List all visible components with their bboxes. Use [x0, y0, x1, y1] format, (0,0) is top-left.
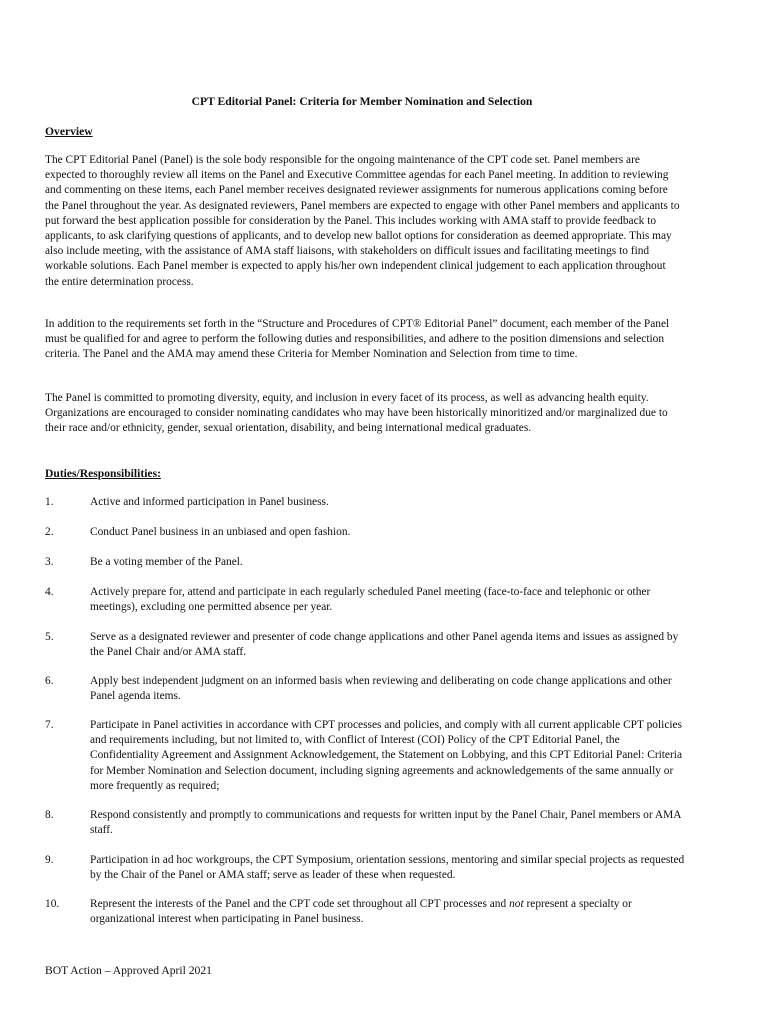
duty-item-4: [45, 585, 685, 615]
duty-number: 4.: [45, 586, 54, 598]
duty-number: 6.: [45, 675, 54, 687]
duty-item-9: [45, 853, 685, 883]
duty-number: 9.: [45, 854, 54, 866]
duty-number: 7.: [45, 719, 54, 731]
duty-text: [90, 897, 685, 927]
document-footer: BOT Action – Approved April 2021: [45, 964, 212, 977]
duty-text-after: represent a specialty or organizational interest when participating in Panel business.: [90, 898, 632, 926]
duty-text: Conduct Panel business in an unbiased and open fashion.: [90, 526, 351, 538]
duty-text: Apply best independent judgment on an informed basis when reviewing and deliberating on code change applications and other Panel agenda items.: [90, 675, 672, 703]
duty-text: Be a voting member of the Panel.: [90, 556, 243, 568]
duty-item-3: [45, 555, 685, 570]
duty-number: 10.: [45, 898, 60, 910]
duties-heading: Duties/Responsibilities:: [45, 467, 161, 480]
duty-text: Serve as a designated reviewer and presenter of code change applications and other Panel agenda items and issues as assigned by the Panel Chair and/or AMA staff.: [90, 631, 679, 659]
duty-item-8: [45, 808, 685, 838]
document-title: CPT Editorial Panel: Criteria for Member Nomination and Selection: [191, 95, 533, 108]
overview-paragraph-3: The Panel is committed to promoting diversity, equity, and inclusion in every facet of its process, as well as advancing health equity. Organizations are encouraged to consider nominating candidates who may have been historically minoritized and/or marginalized due to their race and/or ethnicity, gender, sexual orientation, disability, and being international medical graduates.: [45, 392, 668, 435]
duty-item-1: [45, 495, 685, 510]
duty-number: 3.: [45, 556, 54, 568]
overview-paragraph-2: In addition to the requirements set forth in the “Structure and Procedures of CPT® Editorial Panel” document, each member of the Panel must be qualified for and agree to perform the following duties and responsibilities, and adhere to the position dimensions and selection criteria. The Panel and the AMA may amend these Criteria for Member Nomination and Selection from time to time.: [45, 318, 670, 361]
document-page: [45, 0, 685, 1024]
duty-number: 1.: [45, 496, 54, 508]
duty-number: 5.: [45, 631, 54, 643]
duty-item-7: [45, 718, 685, 794]
duty-text-before: Represent the interests of the Panel and the CPT code set throughout all CPT processes and: [90, 898, 510, 910]
duty-number: 8.: [45, 809, 54, 821]
duty-item-10: [45, 897, 685, 927]
duty-item-5: [45, 630, 685, 660]
duty-text: Active and informed participation in Panel business.: [90, 496, 329, 508]
duty-text: Actively prepare for, attend and participate in each regularly scheduled Panel meeting (face-to-face and telephonic or other meetings), excluding one permitted absence per year.: [90, 586, 651, 614]
duty-text: Respond consistently and promptly to communications and requests for written input by the Panel Chair, Panel members or AMA staff.: [90, 809, 681, 837]
duty-text: Participate in Panel activities in accordance with CPT processes and policies, and comply with all current applicable CPT policies and requirements including, but not limited to, with Conflict of Interest (COI) Policy of the CPT Editorial Panel, the Confidentiality Agreement and Assignment Acknowledgement, the Statement on Lobbying, and this CPT Editorial Panel: Criteria for Member Nomination and Selection document, including signing agreements and acknowledgements of the same annually or more frequently as required;: [90, 719, 683, 792]
duty-text: Participation in ad hoc workgroups, the CPT Symposium, orientation sessions, mentoring and similar special projects as requested by the Chair of the Panel or AMA staff; serve as leader of these when requested.: [90, 854, 685, 882]
duty-number: 2.: [45, 526, 54, 538]
duty-item-6: [45, 674, 685, 704]
duty-item-2: [45, 525, 685, 540]
overview-heading: Overview: [45, 125, 93, 138]
duty-text-emphasis: not: [509, 898, 524, 910]
overview-paragraph-1: The CPT Editorial Panel (Panel) is the sole body responsible for the ongoing maintenance of the CPT code set. Panel members are expected to thoroughly review all items on the Panel and Executive Committee agendas for each Panel meeting. In addition to reviewing and commenting on these items, each Panel member receives designated reviewer assignments for numerous applications coming before the Panel throughout the year. As designated reviewers, Panel members are expected to engage with other Panel members and applicants to put forward the best application possible for consideration by the Panel. This includes working with AMA staff to provide feedback to applicants, to ask clarifying questions of applicants, and to develop new ballot options for consideration as deemed appropriate. This may also include meeting, with the assistance of AMA staff liaisons, with stakeholders on difficult issues and facilitating meetings to find workable solutions. Each Panel member is expected to apply his/her own independent clinical judgement to each application throughout the entire determination process.: [45, 154, 680, 288]
